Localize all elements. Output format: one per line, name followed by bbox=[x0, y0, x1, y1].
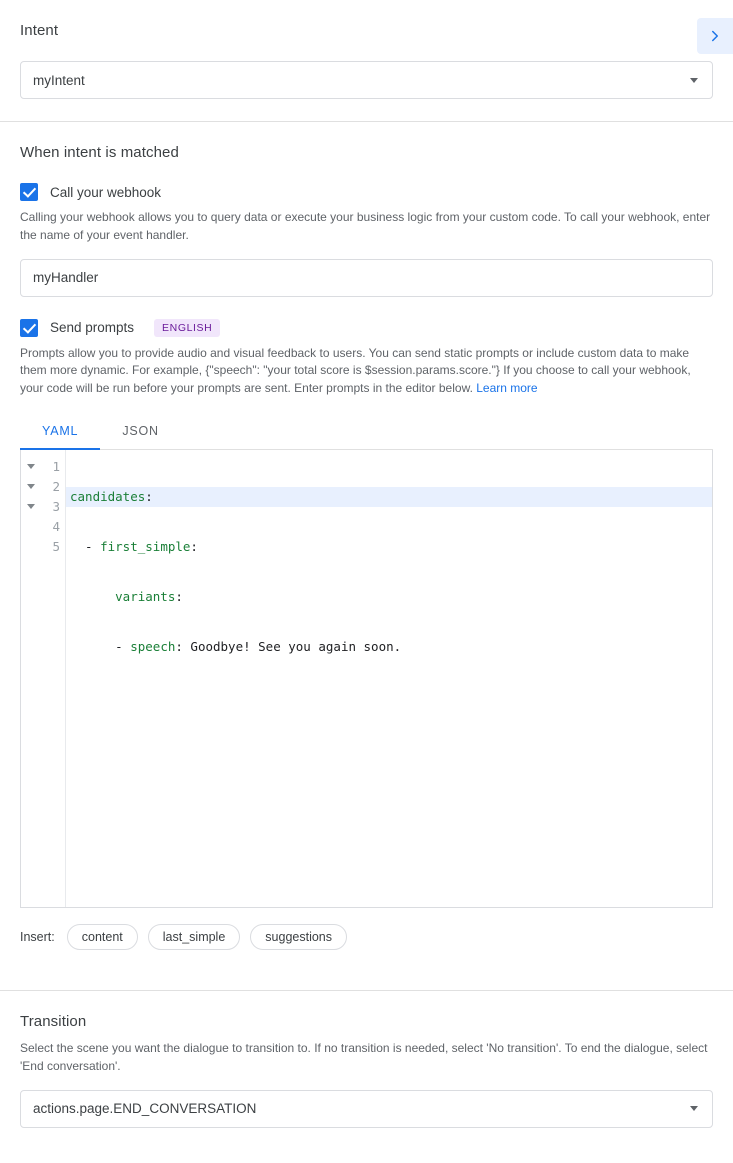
send-prompts-row[interactable] bbox=[20, 319, 713, 337]
fold-toggle-1[interactable] bbox=[21, 457, 41, 477]
fold-toggle-3[interactable] bbox=[21, 497, 41, 517]
code-key: speech bbox=[130, 638, 176, 654]
call-webhook-row[interactable] bbox=[20, 183, 713, 201]
code-line-4 bbox=[66, 637, 712, 657]
tab-yaml[interactable]: YAML bbox=[20, 412, 100, 449]
call-webhook-checkbox[interactable] bbox=[20, 183, 38, 201]
matched-title: When intent is matched bbox=[20, 144, 179, 161]
code-rest: : bbox=[145, 488, 153, 504]
code-key: candidates bbox=[70, 488, 146, 504]
code-indent: - bbox=[70, 538, 101, 554]
chevron-down-icon bbox=[27, 504, 35, 509]
prompt-editor[interactable] bbox=[20, 450, 713, 908]
transition-section bbox=[0, 991, 733, 1152]
code-line-3 bbox=[66, 587, 712, 607]
code-key: first_simple bbox=[100, 538, 191, 554]
language-badge: ENGLISH bbox=[154, 319, 220, 337]
code-line-5 bbox=[66, 687, 712, 707]
code-indent: - bbox=[70, 638, 131, 654]
send-prompts-description bbox=[20, 345, 713, 398]
chevron-down-icon bbox=[27, 464, 35, 469]
event-handler-input[interactable] bbox=[20, 259, 713, 297]
call-webhook-label: Call your webhook bbox=[50, 184, 162, 200]
transition-select[interactable] bbox=[20, 1090, 713, 1128]
learn-more-link[interactable]: Learn more bbox=[476, 381, 538, 395]
line-number: 1 bbox=[52, 458, 60, 474]
code-rest: : Goodbye! See you again soon. bbox=[175, 638, 402, 654]
code-rest: : bbox=[175, 588, 183, 604]
editor-code[interactable] bbox=[66, 450, 712, 907]
code-indent bbox=[70, 589, 115, 604]
line-number: 4 bbox=[52, 518, 60, 534]
intent-section bbox=[0, 0, 733, 121]
transition-description: Select the scene you want the dialogue to transition to. If no transition is needed, select 'No transition'. To end the dialogue, select 'End conversation'. bbox=[20, 1041, 708, 1073]
send-prompts-checkbox[interactable] bbox=[20, 319, 38, 337]
chevron-down-icon bbox=[27, 484, 35, 489]
line-number: 2 bbox=[52, 478, 60, 494]
editor-fold-column bbox=[21, 450, 41, 907]
insert-chip-suggestions[interactable]: suggestions bbox=[250, 924, 347, 951]
send-prompts-label: Send prompts bbox=[50, 320, 135, 335]
intent-title: Intent bbox=[20, 22, 59, 39]
send-prompts-description-text: Prompts allow you to provide audio and visual feedback to users. You can send static prompts or include custom data to make them more dynamic. For example, {"speech": "your total score is $session.params.score."} If you choose to call your webhook, your code will be run before your prompts are sent. Enter prompts in the editor below. bbox=[20, 345, 691, 395]
event-handler-value: myHandler bbox=[33, 270, 99, 285]
insert-label: Insert: bbox=[20, 930, 55, 944]
code-line-2 bbox=[66, 537, 712, 557]
insert-chip-content[interactable]: content bbox=[67, 924, 138, 951]
code-rest: : bbox=[190, 538, 198, 554]
intent-select-value: myIntent bbox=[33, 72, 85, 88]
when-intent-matched-section bbox=[0, 122, 733, 990]
call-webhook-description: Calling your webhook allows you to query data or execute your business logic from your custom code. To call your webhook, enter the name of your event handler. bbox=[20, 210, 711, 242]
fold-toggle-2[interactable] bbox=[21, 477, 41, 497]
transition-select-value: actions.page.END_CONVERSATION bbox=[33, 1101, 257, 1117]
tab-json[interactable]: JSON bbox=[122, 423, 159, 438]
editor-line-numbers bbox=[41, 450, 66, 907]
line-number: 3 bbox=[52, 498, 60, 514]
transition-title: Transition bbox=[20, 1013, 87, 1031]
editor-tabs bbox=[20, 412, 713, 450]
code-key: variants bbox=[115, 588, 176, 604]
intent-select[interactable] bbox=[20, 61, 713, 99]
insert-chip-last-simple[interactable]: last_simple bbox=[148, 924, 241, 951]
code-line-1 bbox=[66, 487, 712, 507]
line-number: 5 bbox=[52, 538, 60, 554]
chevron-right-icon bbox=[706, 27, 724, 45]
next-step-button[interactable] bbox=[697, 18, 733, 54]
chevron-down-icon bbox=[690, 1106, 698, 1111]
insert-chips-row bbox=[20, 924, 713, 951]
chevron-down-icon bbox=[690, 78, 698, 83]
